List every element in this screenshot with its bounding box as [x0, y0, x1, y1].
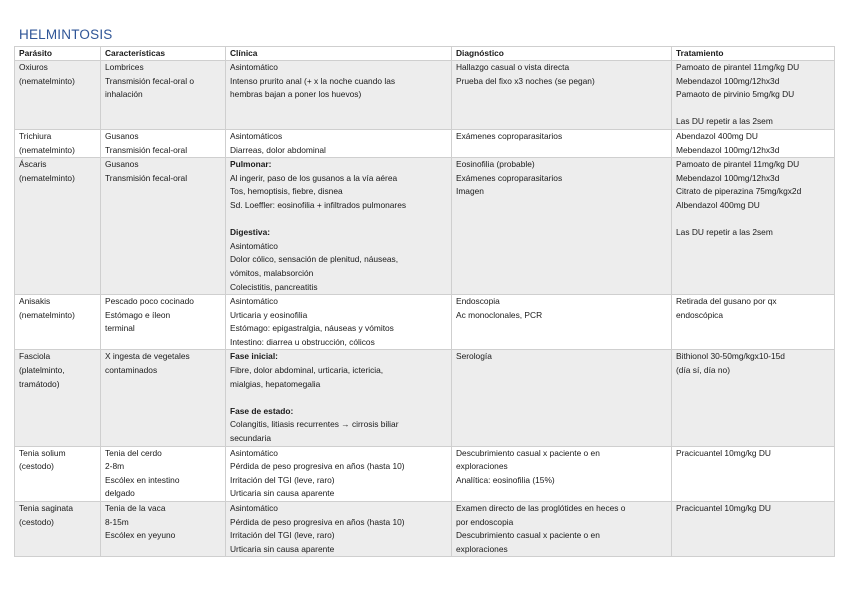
- cell-line: [230, 213, 447, 227]
- cell-line: Intestino: diarrea u obstrucción, cólicos: [230, 336, 375, 347]
- cell-line: Asintomático: [230, 447, 278, 458]
- cell-line: Fasciola: [19, 351, 51, 362]
- cell-tratamiento: [672, 350, 835, 446]
- cell-line: Abendazol 400mg DU: [676, 130, 758, 141]
- cell-line: Digestiva:: [230, 227, 271, 238]
- cell-line: Al ingerir, paso de los gusanos a la vía aérea: [230, 172, 398, 183]
- cell-line: hembras bajan a poner los huevos): [230, 89, 362, 100]
- cell-line: Irritación del TGI (leve, raro): [230, 530, 335, 541]
- cell-line: Pulmonar:: [230, 159, 272, 170]
- cell-line: Endoscopia: [456, 296, 500, 307]
- cell-line: Dolor cólico, sensación de plenitud, náuseas,: [230, 254, 399, 265]
- cell-line: secundaria: [230, 433, 271, 444]
- cell-tratamiento: [672, 295, 835, 350]
- cell-line: (nematelminto): [19, 144, 75, 155]
- cell-parasito: [15, 502, 101, 557]
- cell-line: Descubrimiento casual x paciente o en: [456, 530, 600, 541]
- cell-line: Retirada del gusano por qx: [676, 296, 777, 307]
- cell-tratamiento: [672, 158, 835, 295]
- table-row: [15, 61, 835, 130]
- cell-line: (platelminto,: [19, 365, 65, 376]
- cell-line: (nematelminto): [19, 75, 75, 86]
- cell-line: 8-15m: [105, 516, 129, 527]
- cell-line: Tenia saginata: [19, 503, 74, 513]
- cell-line: por endoscopia: [456, 516, 514, 527]
- table-row: [15, 129, 835, 157]
- cell-line: Asintomático: [230, 503, 278, 513]
- cell-line: (día sí, día no): [676, 365, 730, 376]
- cell-clinica: [226, 502, 452, 557]
- cell-line: Citrato de piperazina 75mg/kgx2d: [676, 186, 802, 197]
- cell-line: Estómago e íleon: [105, 309, 171, 320]
- cell-diagnostico: [452, 158, 672, 295]
- cell-line: Asintomático: [230, 240, 278, 251]
- cell-caracteristicas: [101, 61, 226, 130]
- cell-tratamiento: [672, 61, 835, 130]
- cell-line: X ingesta de vegetales: [105, 351, 190, 362]
- cell-clinica: [226, 350, 452, 446]
- cell-clinica: [226, 158, 452, 295]
- cell-parasito: [15, 129, 101, 157]
- cell-line: Oxiuros: [19, 62, 48, 72]
- cell-parasito: [15, 446, 101, 501]
- cell-line: Irritación del TGI (leve, raro): [230, 474, 335, 485]
- cell-tratamiento: [672, 446, 835, 501]
- cell-line: Fibre, dolor abdominal, urticaria, ictericia,: [230, 365, 384, 376]
- cell-line: exploraciones: [456, 543, 508, 554]
- cell-line: terminal: [105, 323, 135, 334]
- cell-line: 2-8m: [105, 461, 125, 472]
- cell-line: Lombrices: [105, 62, 144, 72]
- cell-line: inhalación: [105, 89, 143, 100]
- cell-parasito: [15, 158, 101, 295]
- table-row: [15, 502, 835, 557]
- cell-line: Pescado poco cocinado: [105, 296, 194, 307]
- page-title: HELMINTOSIS: [19, 27, 113, 42]
- cell-line: Áscaris: [19, 159, 47, 170]
- table-row: [15, 158, 835, 295]
- cell-line: Exámenes coproparasitarios: [456, 130, 563, 141]
- cell-line: Imagen: [456, 186, 484, 197]
- cell-line: Tenia solium: [19, 447, 66, 458]
- cell-line: Transmisión fecal-oral o: [105, 75, 195, 86]
- cell-line: [676, 102, 830, 116]
- cell-line: Colecistitis, pancreatitis: [230, 281, 318, 292]
- cell-line: Gusanos: [105, 130, 139, 141]
- cell-line: Examen directo de las proglótides en heces o: [456, 503, 626, 513]
- cell-clinica: [226, 446, 452, 501]
- cell-line: Exámenes coproparasitarios: [456, 172, 563, 183]
- cell-diagnostico: [452, 502, 672, 557]
- header-parasito: Parásito: [15, 47, 101, 61]
- cell-line: Bithionol 30-50mg/kgx10-15d: [676, 351, 785, 362]
- cell-diagnostico: [452, 446, 672, 501]
- cell-clinica: [226, 61, 452, 130]
- cell-line: Gusanos: [105, 159, 139, 170]
- cell-parasito: [15, 61, 101, 130]
- cell-line: Colangitis, litiasis recurrentes → cirrosis biliar: [230, 419, 399, 430]
- cell-line: (cestodo): [19, 461, 54, 472]
- cell-line: Eosinofilia (probable): [456, 159, 535, 170]
- cell-line: Pérdida de peso progresiva en años (hasta 10): [230, 461, 405, 472]
- cell-line: Urticaria sin causa aparente: [230, 543, 335, 554]
- cell-line: Escólex en yeyuno: [105, 530, 176, 541]
- cell-line: Escólex en intestino: [105, 474, 180, 485]
- cell-line: Estómago: epigastralgia, náuseas y vómitos: [230, 323, 394, 334]
- cell-diagnostico: [452, 350, 672, 446]
- cell-line: Pamaoto de pirvinio 5mg/kg DU: [676, 89, 795, 100]
- cell-parasito: [15, 295, 101, 350]
- cell-clinica: [226, 129, 452, 157]
- cell-line: contaminados: [105, 365, 158, 376]
- table-row: [15, 350, 835, 446]
- cell-line: Analítica: eosinofilia (15%): [456, 474, 555, 485]
- cell-line: Mebendazol 100mg/12hx3d: [676, 172, 780, 183]
- cell-line: Transmisión fecal-oral: [105, 144, 188, 155]
- cell-line: Transmisión fecal-oral: [105, 172, 188, 183]
- cell-line: Asintomático: [230, 62, 278, 72]
- cell-line: vómitos, malabsorción: [230, 267, 314, 278]
- cell-parasito: [15, 350, 101, 446]
- header-clinica: Clínica: [226, 47, 452, 61]
- cell-line: Mebendazol 100mg/12hx3d: [676, 75, 780, 86]
- cell-line: Urticaria y eosinofilia: [230, 309, 308, 320]
- cell-caracteristicas: [101, 446, 226, 501]
- cell-clinica: [226, 295, 452, 350]
- cell-diagnostico: [452, 295, 672, 350]
- cell-line: Ac monoclonales, PCR: [456, 309, 543, 320]
- cell-line: Fase inicial:: [230, 351, 278, 362]
- cell-line: Diarreas, dolor abdominal: [230, 144, 326, 155]
- cell-line: exploraciones: [456, 461, 508, 472]
- cell-caracteristicas: [101, 350, 226, 446]
- cell-line: Urticaria sin causa aparente: [230, 488, 335, 499]
- cell-line: Tos, hemoptisis, fiebre, disnea: [230, 186, 343, 197]
- cell-line: Tenia del cerdo: [105, 447, 162, 458]
- cell-tratamiento: [672, 502, 835, 557]
- cell-line: (cestodo): [19, 516, 54, 527]
- header-tratamiento: Tratamiento: [672, 47, 835, 61]
- cell-line: Trichiura: [19, 130, 52, 141]
- cell-line: Asintomático: [230, 296, 278, 307]
- cell-line: Pamoato de pirantel 11mg/kg DU: [676, 159, 800, 170]
- table-row: [15, 295, 835, 350]
- cell-line: Anisakis: [19, 296, 51, 307]
- cell-caracteristicas: [101, 158, 226, 295]
- header-caracteristicas: Características: [101, 47, 226, 61]
- cell-line: delgado: [105, 488, 135, 499]
- cell-line: endoscópica: [676, 309, 724, 320]
- cell-line: Mebendazol 100mg/12hx3d: [676, 144, 780, 155]
- cell-line: Asintomáticos: [230, 130, 283, 141]
- cell-line: Fase de estado:: [230, 405, 294, 416]
- cell-caracteristicas: [101, 129, 226, 157]
- cell-tratamiento: [672, 129, 835, 157]
- cell-line: Pamoato de pirantel 11mg/kg DU: [676, 62, 800, 72]
- cell-caracteristicas: [101, 502, 226, 557]
- cell-line: tramátodo): [19, 378, 60, 389]
- cell-line: Sd. Loeffler: eosinofilia + infiltrados pulmonares: [230, 199, 407, 210]
- cell-line: Serología: [456, 351, 492, 362]
- cell-diagnostico: [452, 129, 672, 157]
- cell-line: [676, 213, 830, 227]
- cell-line: Intenso prurito anal (+ x la noche cuando las: [230, 75, 396, 86]
- cell-line: Prueba del fixo x3 noches (se pegan): [456, 75, 595, 86]
- cell-line: Descubrimiento casual x paciente o en: [456, 447, 600, 458]
- cell-line: Pracicuantel 10mg/kg DU: [676, 503, 771, 513]
- cell-line: (nematelminto): [19, 309, 75, 320]
- cell-diagnostico: [452, 61, 672, 130]
- cell-line: Las DU repetir a las 2sem: [676, 227, 773, 238]
- cell-line: Hallazgo casual o vista directa: [456, 62, 570, 72]
- cell-line: Albendazol 400mg DU: [676, 199, 760, 210]
- cell-caracteristicas: [101, 295, 226, 350]
- cell-line: (nematelminto): [19, 172, 75, 183]
- header-diagnostico: Diagnóstico: [452, 47, 672, 61]
- helmintosis-table: [14, 46, 835, 557]
- cell-line: Pracicuantel 10mg/kg DU: [676, 447, 771, 458]
- cell-line: [230, 391, 447, 405]
- table-row: [15, 446, 835, 501]
- cell-line: Las DU repetir a las 2sem: [676, 116, 773, 127]
- cell-line: Pérdida de peso progresiva en años (hasta 10): [230, 516, 405, 527]
- table-header-row: [15, 47, 835, 61]
- cell-line: mialgias, hepatomegalia: [230, 378, 321, 389]
- cell-line: Tenia de la vaca: [105, 503, 166, 513]
